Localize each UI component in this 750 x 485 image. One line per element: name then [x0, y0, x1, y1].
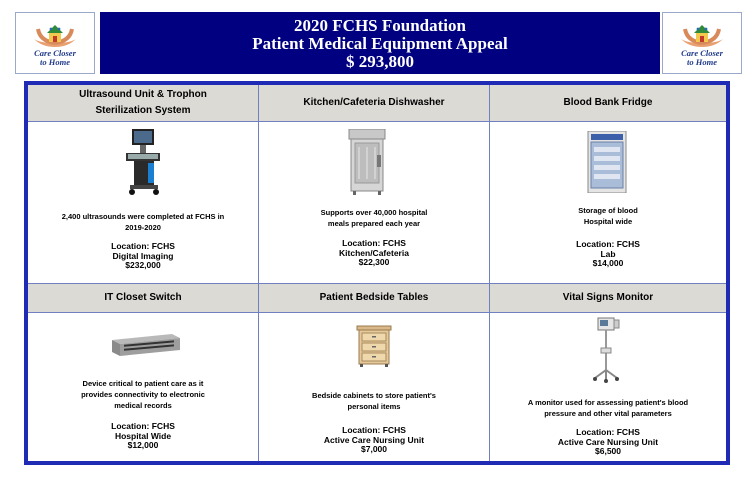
item-title: Kitchen/Cafeteria Dishwasher — [303, 97, 445, 108]
item-header-dishwasher — [259, 85, 489, 121]
item-description: 2019-2020 — [125, 223, 161, 232]
logo-left — [15, 12, 95, 74]
item-description: meals prepared each year — [327, 219, 421, 228]
item-price: $7,000 — [361, 444, 387, 454]
item-location: Location: FCHS — [111, 241, 175, 251]
logo-text-line2: to Home — [687, 57, 717, 67]
item-description: 2,400 ultrasounds were completed at FCHS in — [61, 212, 225, 221]
item-description: medical records — [114, 401, 172, 410]
grid-divider — [258, 85, 259, 461]
item-department: Lab — [600, 248, 616, 259]
equipment-grid — [24, 81, 730, 465]
bedside-cabinet-icon — [355, 324, 393, 368]
grid-divider — [489, 85, 490, 461]
item-card-ultrasound — [28, 121, 258, 283]
dishwasher-icon — [347, 129, 387, 195]
grid-divider — [28, 312, 726, 313]
item-location: Location: FCHS — [111, 421, 175, 431]
item-price: $232,000 — [125, 260, 161, 270]
item-card-bedside-tables — [259, 312, 489, 461]
grid-divider — [28, 283, 726, 284]
item-description: A monitor used for assessing patient's blood — [527, 398, 689, 407]
item-department: Kitchen/Cafeteria — [339, 247, 409, 258]
logo-text-line2: to Home — [40, 57, 70, 67]
logo-right — [662, 12, 742, 74]
hands-holding-house-icon — [30, 17, 80, 51]
item-title: IT Closet Switch — [104, 292, 182, 303]
item-card-it-switch — [28, 312, 258, 461]
item-header-blood-fridge — [490, 85, 726, 121]
item-location: Location: FCHS — [576, 239, 640, 249]
item-price: $22,300 — [358, 257, 390, 267]
item-description: Supports over 40,000 hospital — [320, 208, 428, 217]
blood-fridge-icon — [587, 131, 627, 193]
item-card-blood-fridge — [490, 121, 726, 283]
item-header-bedside-tables — [259, 284, 489, 312]
logo-text-line1: Care Closer — [681, 48, 723, 58]
logo-text-line1: Care Closer — [34, 48, 76, 58]
item-description: Bedside cabinets to store patient's — [312, 391, 436, 400]
item-header-ultrasound — [28, 85, 258, 121]
item-location: Location: FCHS — [342, 238, 406, 248]
item-price: $6,500 — [595, 446, 621, 456]
item-title: Patient Bedside Tables — [319, 292, 429, 303]
item-description: Hospital wide — [583, 217, 633, 226]
item-department: Active Care Nursing Unit — [323, 434, 425, 445]
title-line1: 2020 FCHS Foundation — [294, 16, 466, 35]
item-location: Location: FCHS — [576, 427, 640, 437]
item-title: Sterilization System — [95, 105, 191, 116]
item-card-vital-signs — [490, 312, 726, 461]
vital-signs-monitor-icon — [592, 316, 622, 384]
hands-holding-house-icon — [677, 17, 727, 51]
item-title: Vital Signs Monitor — [562, 292, 654, 303]
item-department: Hospital Wide — [114, 430, 172, 441]
item-title: Ultrasound Unit & Trophon — [79, 89, 207, 100]
item-price: $14,000 — [592, 258, 624, 268]
network-switch-icon — [110, 332, 182, 358]
item-department: Digital Imaging — [112, 250, 174, 261]
item-description: provides connectivity to electronic — [81, 390, 205, 399]
ultrasound-unit-icon — [120, 127, 166, 197]
item-price: $12,000 — [127, 440, 159, 450]
item-description: personal items — [347, 402, 401, 411]
grid-divider — [28, 121, 726, 122]
item-header-it-switch — [28, 284, 258, 312]
item-description: Storage of blood — [578, 206, 638, 215]
title-line2: Patient Medical Equipment Appeal — [252, 34, 508, 53]
item-description: Device critical to patient care as it — [82, 379, 204, 388]
item-title: Blood Bank Fridge — [563, 97, 653, 108]
item-header-vital-signs — [490, 284, 726, 312]
appeal-total: $ 293,800 — [346, 52, 414, 71]
item-description: pressure and other vital parameters — [544, 409, 672, 418]
item-card-dishwasher — [259, 121, 489, 283]
item-location: Location: FCHS — [342, 425, 406, 435]
title-banner — [100, 12, 660, 74]
item-department: Active Care Nursing Unit — [557, 436, 659, 447]
